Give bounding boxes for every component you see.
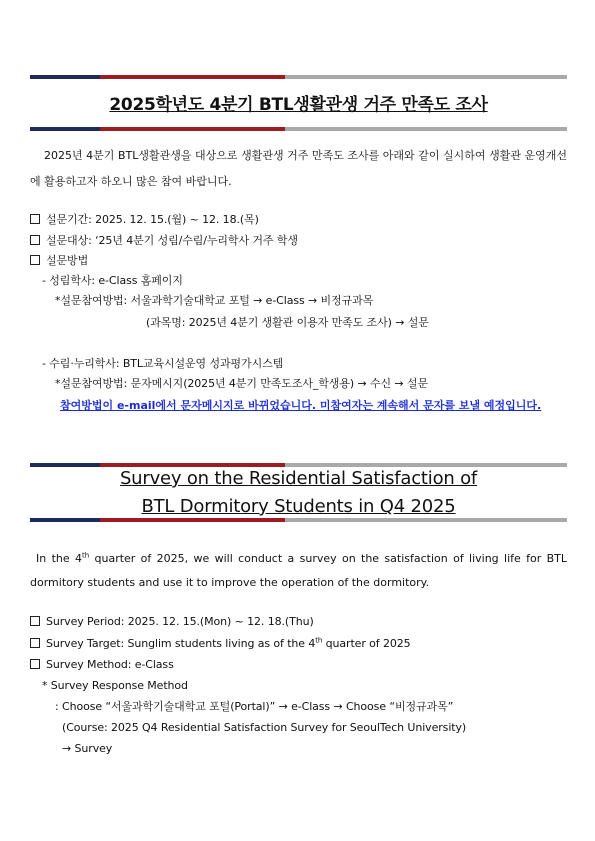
korean-surim-label: - 수림·누리학사: BTL교육시설운영 성과평가시스템 bbox=[42, 357, 284, 370]
english-intro bbox=[30, 547, 567, 595]
checkbox-icon bbox=[30, 616, 40, 626]
english-period-item bbox=[30, 614, 314, 629]
checkbox-icon bbox=[30, 255, 40, 265]
english-target-b: quarter of 2025 bbox=[322, 637, 411, 650]
english-intro-b: quarter of 2025, we will conduct a survey on the satisfaction of living life for BTL dormitory students and use it to improve the operation of the dormitory. bbox=[30, 552, 567, 589]
korean-target: 설문대상: ‘25년 4분기 성림/수림/누리학사 거주 학생 bbox=[46, 234, 298, 247]
english-method: Survey Method: e-Class bbox=[46, 658, 174, 671]
korean-seongnim-way: *설문참여방법: 서울과학기술대학교 포털 → e-Class → 비정규과목 bbox=[55, 294, 374, 307]
english-target-a: Survey Target: Sunglim students living as of the 4 bbox=[46, 637, 316, 650]
checkbox-icon bbox=[30, 659, 40, 669]
english-choose-step: : Choose “서울과학기술대학교 포털(Portal)” → e-Class → Choose “비정규과목” bbox=[55, 700, 454, 713]
english-intro-sup: th bbox=[81, 551, 90, 560]
english-target-item bbox=[30, 636, 411, 651]
english-course-name: (Course: 2025 Q4 Residential Satisfaction Survey for SeoulTech University) bbox=[62, 721, 467, 734]
korean-notice: 참여방법이 e-mail에서 문자메시지로 바뀌었습니다. 미참여자는 계속해서 문자를 보낼 예정입니다. bbox=[60, 399, 542, 412]
korean-method-item bbox=[30, 253, 88, 268]
english-title-line2: BTL Dormitory Students in Q4 2025 bbox=[141, 496, 456, 517]
korean-title: 2025학년도 4분기 BTL생활관생 거주 만족도 조사 bbox=[109, 95, 488, 115]
english-target-sup: th bbox=[315, 636, 323, 645]
korean-surim-way: *설문참여방법: 문자메시지(2025년 4분기 만족도조사_학생용) → 수신 → 설문 bbox=[55, 377, 428, 390]
english-title-line1: Survey on the Residential Satisfaction of bbox=[119, 468, 478, 489]
english-period: Survey Period: 2025. 12. 15.(Mon) ~ 12. 18.(Thu) bbox=[46, 615, 314, 628]
english-intro-a: In the 4 bbox=[36, 552, 82, 565]
korean-intro: 2025년 4분기 BTL생활관생을 대상으로 생활관생 거주 만족도 조사를 아래와 같이 실시하여 생활관 운영개선에 활용하고자 하오니 많은 참여 바랍니다. bbox=[30, 149, 567, 188]
korean-period: 설문기간: 2025. 12. 15.(월) ~ 12. 18.(목) bbox=[46, 213, 259, 226]
top-divider-bar bbox=[30, 75, 567, 79]
english-final-step: → Survey bbox=[62, 742, 113, 755]
english-top-divider-bar bbox=[30, 463, 567, 467]
checkbox-icon bbox=[30, 638, 40, 648]
korean-seongnim-label: - 성림학사: e-Class 홈페이지 bbox=[42, 274, 183, 287]
english-response-method: * Survey Response Method bbox=[42, 679, 188, 692]
english-title-divider-bar bbox=[30, 518, 567, 522]
title-divider-bar bbox=[30, 127, 567, 131]
korean-method: 설문방법 bbox=[46, 254, 89, 267]
checkbox-icon bbox=[30, 235, 40, 245]
checkbox-icon bbox=[30, 214, 40, 224]
korean-target-item bbox=[30, 233, 298, 248]
korean-seongnim-course: (과목명: 2025년 4분기 생활관 이용자 만족도 조사) → 설문 bbox=[146, 316, 429, 329]
english-method-item bbox=[30, 657, 174, 672]
korean-period-item bbox=[30, 212, 259, 227]
